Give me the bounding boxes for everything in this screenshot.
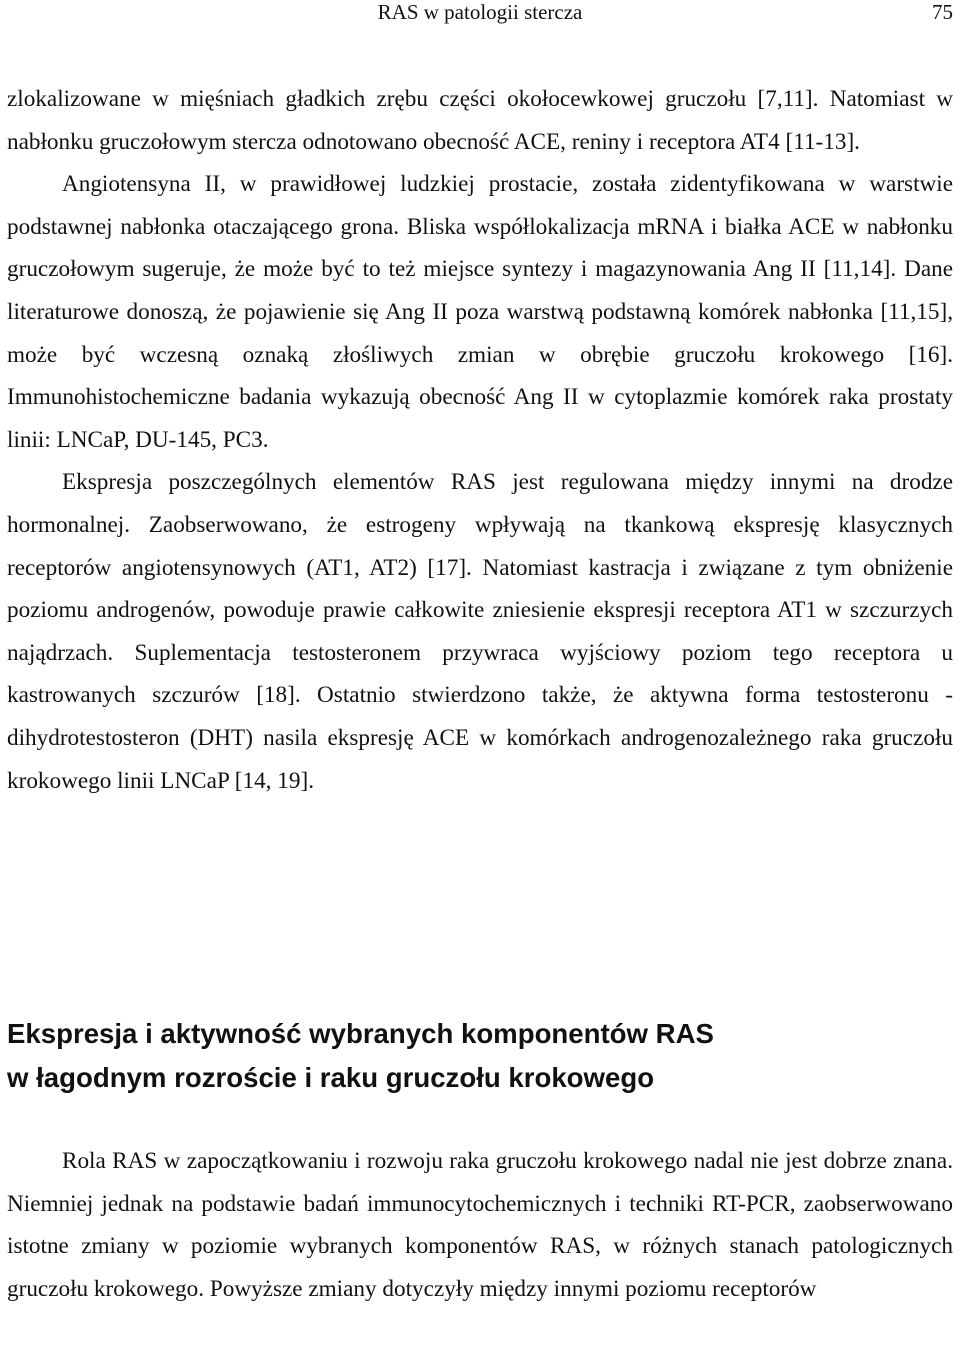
section-heading-line-1: Ekspresja i aktywność wybranych komponentów RAS (7, 1018, 714, 1049)
paragraph-ras-role: Rola RAS w zapoczątkowaniu i rozwoju raka gruczołu krokowego nadal nie jest dobrze znana. Niemniej jednak na podstawie badań immunocytochemicznych i techniki RT-PCR, zaobserwowano istotne zmiany w poziomie wybranych komponentów RAS, w różnych stanach patologicznych gruczołu krokowego. Powyższe zmiany dotyczyły między innymi poziomu receptorów (7, 1148, 953, 1302)
page-number: 75 (932, 0, 953, 24)
paragraph-angiotensin: Angiotensyna II, w prawidłowej ludzkiej prostacie, została zidentyfikowana w warstwie podstawnej nabłonka otaczającego grona. Bliska współlokalizacja mRNA i białka ACE w nabłonku gruczołowym sugeruje, że może być to też miejsce syntezy i magazynowania Ang II [11,14]. Dane literaturowe donoszą, że pojawienie się Ang II poza warstwą podstawną komórek nabłonka [11,15], może być wczesną oznaką złośliwych zmian w obrębie gruczołu krokowego [16]. Immunohistochemiczne badania wykazują obecność Ang II w cytoplazmie komórek raka prostaty linii: LNCaP, DU-145, PC3. (7, 171, 953, 453)
paragraph-hormonal-regulation: Ekspresja poszczególnych elementów RAS jest regulowana między innymi na drodze hormonalnej. Zaobserwowano, że estrogeny wpływają na tkankową ekspresję klasycznych receptorów angiotensynowych (AT1, AT2) [17]. Natomiast kastracja i związane z tym obniżenie poziomu androgenów, powoduje prawie całkowite zniesienie ekspresji receptora AT1 w szczurzych najądrzach. Suplementacja testosteronem przywraca wyjściowy poziom tego receptora u kastrowanych szczurów [18]. Ostatnio stwierdzono także, że aktywna forma testosteronu - dihydrotestosteron (DHT) nasila ekspresję ACE w komórkach androgenozależnego raka gruczołu krokowego linii LNCaP [14, 19]. (7, 469, 953, 794)
body-text (7, 78, 953, 802)
paragraph-continuation: zlokalizowane w mięśniach gładkich zrębu części okołocewkowej gruczołu [7,11]. Natomiast w nabłonku gruczołowym stercza odnotowano obecność ACE, reniny i receptora AT4 [11-13]. (7, 86, 953, 155)
section-heading-line-2: w łagodnym rozroście i raku gruczołu krokowego (7, 1062, 655, 1093)
page-header (7, 0, 953, 24)
section-heading (7, 1012, 953, 1100)
running-title: RAS w patologii stercza (377, 0, 583, 24)
section-body (7, 1140, 953, 1310)
